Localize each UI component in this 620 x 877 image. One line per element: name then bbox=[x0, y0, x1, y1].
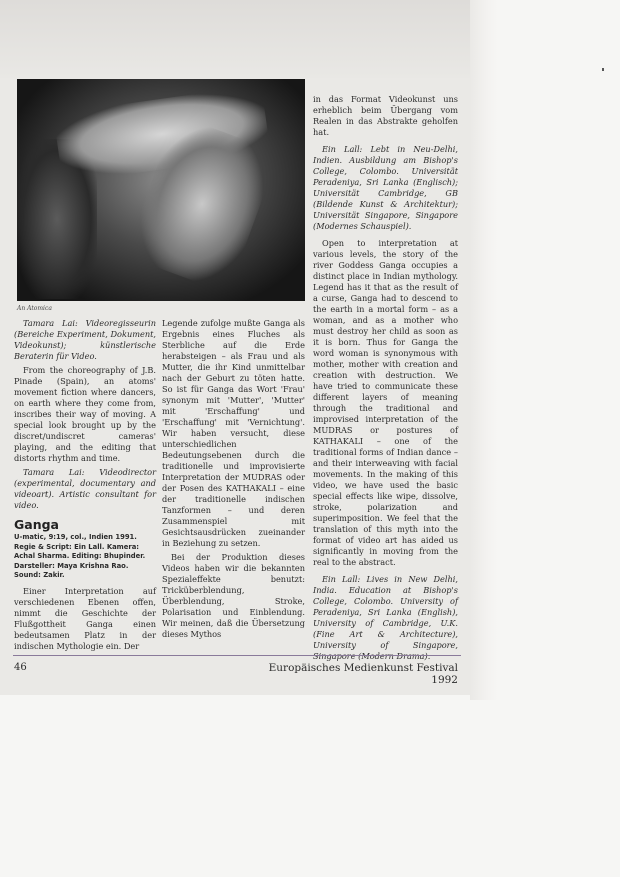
torn-paper-edge bbox=[470, 0, 498, 700]
column-middle bbox=[162, 318, 305, 643]
publication-title: Europäisches Medienkunst Festival 1992 bbox=[268, 662, 458, 686]
ganga-text-german-cont: Legende zufolge mußte Ganga als Ergebnis eines Fluches als Sterbliche auf die Erde herabsteigen – als Frau und als Mutter, die ihr Kind unmittelbar nach der Geburt zu töten hatte. So ist für Ganga das Wort 'Frau' synonym mit 'Mutter', 'Mutter' mit 'Erschaffung' und 'Erschaffung' mit 'Vernichtung'. Wir haben versucht, diese unterschiedlichen Bedeutungsebenen durch die traditionelle und improvisierte Interpretation der MUDRAS oder der Posen des KATHAKALI – eine der traditionelle indischen Tanzformen – und deren Zusammenspiel mit Gesichtsausdrücken zueinander in Beziehung zu setzen. bbox=[162, 318, 305, 548]
lai-bio-german: Tamara Lai: Videoregisseurin (Bereiche Experiment, Dokument, Videokunst); künstlerische Beraterin für Video. bbox=[14, 318, 156, 361]
ganga-heading: Ganga bbox=[14, 517, 59, 532]
ganga-text-german-start: Einer Interpretation auf verschiedenen Ebenen offen, nimmt die Geschichte der Flußgottheit Ganga einen bedeutsamen Platz in der indischen Mythologie ein. Der bbox=[14, 585, 156, 651]
ganga-text-english: Open to interpretation at various levels, the story of the river Goddess Ganga occupies a distinct place in Indian mythology. Legend has it that as the result of a curse, Ganga had to descend to the earth in a mortal form – as a woman, and as a mother who must destroy her child as soon as it is born. Thus for Ganga the word woman is synonymous with mother, mother with creation and creation with destruction. We have tried to communicate these different layers of meaning through the traditional and improvised interpretation of the MUDRAS or postures of KATHAKALI – one of the traditional forms of Indian dance – and their interweaving with facial movements. In the making of this video, we have used the basic special effects like wipe, dissolve, stroke, polarization and superimposition. We feel that the translation of this myth into the format of video art has aided us significantly in moving from the real to the abstract. bbox=[313, 238, 458, 567]
column-right bbox=[313, 94, 458, 665]
dance-photo bbox=[17, 79, 305, 301]
footer-rule bbox=[13, 655, 461, 656]
page-number: 46 bbox=[14, 662, 27, 673]
scan-speck bbox=[602, 68, 604, 71]
ganga-credits: U-matic, 9:19, col., Indien 1991. Regie & Script: Ein Lall. Kamera: Achal Sharma. Editing: Bhupinder. Darsteller: Maya Krishna Rao. Sound: Zakir. bbox=[14, 533, 146, 579]
lai-bio-english: Tamara Lai: Videodirector (experimental, documentary and videoart). Artistic consultant for video. bbox=[14, 467, 156, 510]
atomica-description: From the choreography of J.B. Pinade (Spain), an atoms' movement fiction where dancers, on earth where they come from, inscribes their way of moving. A special look brought up by the discret/undiscret cameras' playing, and the editing that distorts rhythm and time. bbox=[14, 365, 156, 463]
column-left bbox=[14, 318, 156, 655]
lall-bio-english: Ein Lall: Lives in New Delhi, India. Education at Bishop's College, Colombo. University of Peradeniya, Sri Lanka (English), University of Cambridge, U.K. (Fine Art & Architecture), University of Singapore, Singapore (Modern Drama). bbox=[313, 574, 458, 661]
ganga-text-german-end: in das Format Videokunst uns erheblich beim Übergang vom Realen in das Abstrakte geholfen hat. bbox=[313, 94, 458, 137]
lall-bio-german: Ein Lall: Lebt in Neu-Delhi, Indien. Ausbildung am Bishop's College, Colombo. Universität Peradeniya, Sri Lanka (Englisch); Universität Cambridge, GB (Bildende Kunst & Architektur); Universität Singapore, Singapore (Modernes Schauspiel). bbox=[313, 144, 458, 231]
top-margin-strip bbox=[0, 0, 478, 78]
photo-caption: An Atomica bbox=[17, 305, 52, 312]
ganga-effects-german: Bei der Produktion dieses Videos haben wir die bekannten Spezialeffekte benutzt: Tricküberblendung, Überblendung, Stroke, Polarisation und Einblendung. Wir meinen, daß die Übersetzung dieses Mythos bbox=[162, 552, 305, 639]
